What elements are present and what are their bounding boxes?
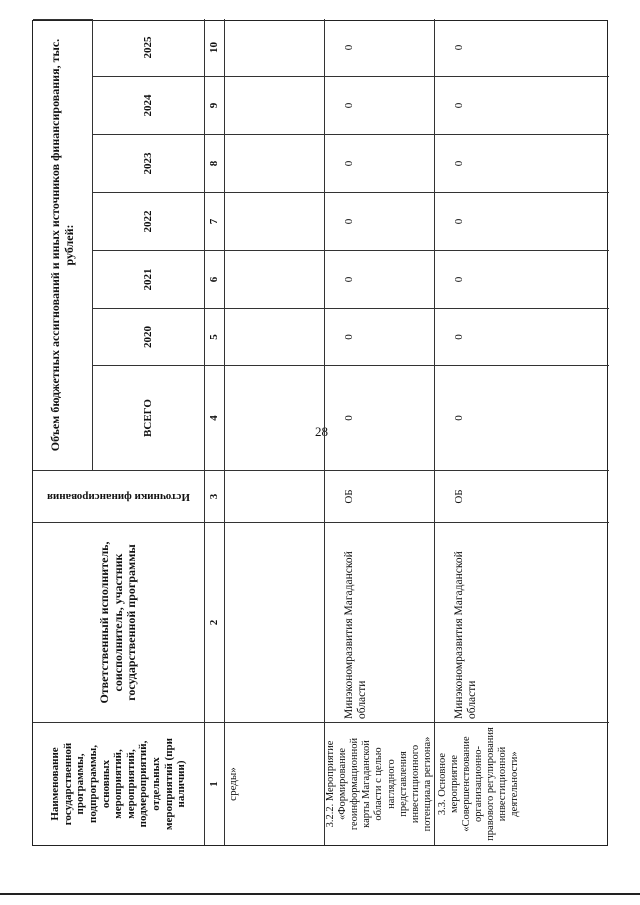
header-year-2025: 2025	[93, 19, 205, 76]
row-2-2020: 0	[325, 308, 435, 365]
header-year-total: ВСЕГО	[93, 365, 205, 470]
row-2-source: ОБ	[325, 470, 435, 522]
row-2-2025: 0	[325, 19, 435, 76]
row-3-2023: 0	[435, 134, 609, 192]
page-bottom-rule	[0, 893, 640, 895]
row-1-2022	[225, 192, 325, 250]
colnum-4: 4	[205, 365, 225, 470]
header-year-2023: 2023	[93, 134, 205, 192]
colnum-7: 7	[205, 192, 225, 250]
row-3-2022: 0	[435, 192, 609, 250]
colnum-5: 5	[205, 308, 225, 365]
row-1-2021	[225, 250, 325, 308]
funding-table	[32, 20, 608, 846]
row-1-2023	[225, 134, 325, 192]
row-3-name: 3.3. Основное мероприятие «Совершенствование организационно-правового регулирования инвестиционной деятельности»	[435, 722, 609, 845]
header-name: Наименование государственной программы, подпрограммы, основных мероприятий, мероприятий, подмероприятий, отдельных мероприятий (при наличии)	[33, 722, 205, 845]
row-3-total: 0	[435, 365, 609, 470]
row-2-2024: 0	[325, 76, 435, 134]
row-1-total	[225, 365, 328, 470]
row-1-2025	[225, 19, 325, 76]
row-3-2025: 0	[453, 44, 465, 51]
row-1-name: среды»	[225, 722, 325, 845]
colnum-10: 10	[205, 19, 225, 76]
row-3-2024: 0	[435, 76, 609, 134]
header-year-2020: 2020	[93, 308, 205, 365]
row-2-executor: Минэкономразвития Магаданской области	[325, 522, 435, 722]
row-3-executor: Минэкономразвития Магаданской области	[435, 522, 609, 722]
colnum-6: 6	[205, 250, 225, 308]
row-1-source	[225, 470, 325, 522]
colnum-1: 1	[205, 722, 225, 845]
header-executor: Ответственный исполнитель, соисполнитель, участник государственной программы	[33, 522, 205, 722]
row-1-2024	[225, 76, 325, 134]
row-2-2023: 0	[325, 134, 435, 192]
row-3-2020: 0	[435, 308, 609, 365]
row-1-2020	[225, 308, 325, 365]
colnum-8: 8	[205, 134, 225, 192]
row-2-2021: 0	[325, 250, 435, 308]
header-year-2021: 2021	[93, 250, 205, 308]
page-number: 28	[315, 424, 328, 439]
colnum-9: 9	[205, 76, 225, 134]
row-1-executor	[225, 522, 325, 722]
colnum-3: 3	[205, 470, 225, 522]
header-funding-group: Объем бюджетных ассигнований и иных источников финансирования, тыс. рублей:	[33, 19, 93, 470]
row-3-source: ОБ	[435, 470, 609, 522]
row-3-2021: 0	[435, 250, 609, 308]
rotated-table-wrapper	[32, 20, 608, 846]
header-year-2022: 2022	[93, 192, 205, 250]
header-source	[33, 470, 205, 522]
header-source-label: Источники финансирования	[47, 490, 190, 503]
header-year-2024: 2024	[93, 76, 205, 134]
row-2-total: 0	[325, 365, 435, 470]
row-2-2022: 0	[325, 192, 435, 250]
colnum-2: 2	[205, 522, 225, 722]
row-2-name: 3.2.2. Мероприятие «Формирование геоинформационной карты Магаданской области с целью наглядного представления инвестиционного потенциала региона»	[325, 722, 435, 845]
